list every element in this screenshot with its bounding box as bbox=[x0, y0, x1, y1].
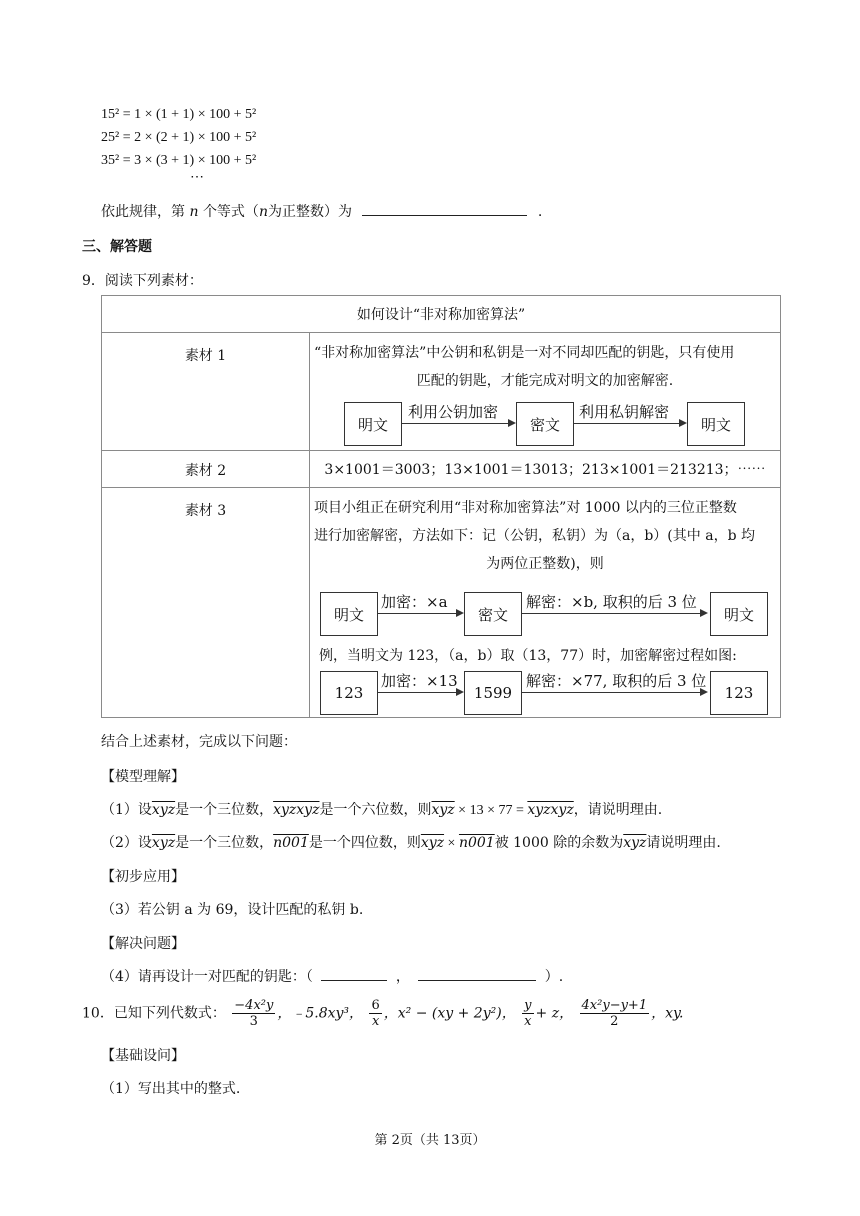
flow3-arrow-decrypt bbox=[521, 692, 706, 693]
material-1-text-1: “非对称加密算法”中公钥和私钥是一对不同却匹配的钥匙，只有使用 bbox=[314, 345, 735, 361]
flow2-plaintext-box: 明文 bbox=[320, 592, 378, 636]
q9-after-table: 结合上述素材，完成以下问题： bbox=[101, 734, 297, 750]
flow3-input-box: 123 bbox=[320, 671, 378, 715]
model-heading: 【模型理解】 bbox=[101, 769, 185, 785]
pattern-eq-1: 15² = 1 × (1 + 1) × 100 + 5² bbox=[101, 107, 257, 122]
flow1-ciphertext-box: 密文 bbox=[516, 402, 574, 446]
q10-number: 10． bbox=[82, 1005, 114, 1022]
private-key-blank-a[interactable] bbox=[321, 966, 387, 981]
flow2-arrow-encrypt bbox=[377, 613, 462, 614]
q9-intro: 9．阅读下列素材： bbox=[82, 273, 203, 289]
private-key-blank-b[interactable] bbox=[418, 966, 536, 981]
material-1-text-2: 匹配的钥匙，才能完成对明文的加密解密. bbox=[416, 373, 674, 389]
table-title: 如何设计“非对称加密算法” bbox=[102, 296, 781, 333]
material-1-label: 素材 1 bbox=[102, 333, 310, 451]
q10-expressions: 10．已知下列代数式： $\frac{\text{−4x²y}}{3}$ ，﹣5.8xy³， $\frac{6}{x}$ ，x² − (xy + 2y²)， $\frac{y}{x}$ + z， $\frac{\text{4x²y−y+1}}{2}$ ，xy. bbox=[82, 998, 684, 1029]
q10-part-1: （1）写出其中的整式. bbox=[101, 1081, 241, 1097]
material-2-text: 3×1001＝3003；13×1001＝13013；213×1001＝213213；⋯⋯ bbox=[310, 451, 781, 488]
pattern-ellipsis: ⋯ bbox=[190, 170, 204, 185]
q9-part-3: （3）若公钥 a 为 69，设计匹配的私钥 b. bbox=[101, 902, 364, 918]
flow2-plaintext-box-2: 明文 bbox=[710, 592, 768, 636]
pattern-eq-3: 35² = 3 × (3 + 1) × 100 + 5² bbox=[101, 153, 257, 168]
material-3-text-3: 为两位正整数)，则 bbox=[486, 556, 604, 572]
material-2-label: 素材 2 bbox=[102, 451, 310, 488]
answer-blank[interactable] bbox=[362, 201, 527, 216]
material-3-text-1: 项目小组正在研究利用“非对称加密算法”对 1000 以内的三位正整数 bbox=[314, 500, 737, 516]
flow3-arrow-encrypt-label: 加密：×13 bbox=[381, 672, 458, 690]
flow3-arrow-encrypt bbox=[377, 692, 462, 693]
expr-fraction-1: $\frac{\text{−4x²y}}{3}$ bbox=[234, 998, 274, 1029]
expr-fraction-4: $\frac{\text{4x²y−y+1}}{2}$ bbox=[581, 998, 648, 1029]
q9-part-1: （1）设$\overline{xyz}$是一个三位数，xyzxyz是一个六位数，则$\overline{xyz} \times 13 \times 77$ = xyzxyz，请说明理由. bbox=[101, 802, 663, 818]
flow1-arrow-encrypt-label: 利用公钥加密 bbox=[408, 403, 499, 421]
solve-heading: 【解决问题】 bbox=[101, 936, 185, 952]
expr-fraction-3: $\frac{y}{x}$ bbox=[524, 998, 532, 1029]
pattern-prompt: 依此规律，第 n 个等式（n为正整数）为 . bbox=[101, 201, 542, 221]
q9-part-2: （2）设$\overline{xyz}$是一个三位数，n001是一个四位数，则$\overline{xyz} \times n001$被 1000 除的余数为$\overline{xyz}$请说明理由. bbox=[101, 835, 721, 851]
material-3-label: 素材 3 bbox=[102, 488, 310, 718]
flow1-plaintext-box-2: 明文 bbox=[687, 402, 745, 446]
material-3-text-2: 进行加密解密，方法如下：记（公钥，私钥）为（a，b）(其中 a，b 均 bbox=[314, 528, 755, 544]
flow1-plaintext-box: 明文 bbox=[344, 402, 402, 446]
page-footer: 第 2页（共 13页） bbox=[374, 1133, 486, 1148]
flow2-arrow-decrypt-label: 解密：×b, 取积的后 3 位 bbox=[526, 593, 697, 611]
apply-heading: 【初步应用】 bbox=[101, 869, 185, 885]
flow3-arrow-decrypt-label: 解密：×77, 取积的后 3 位 bbox=[526, 672, 707, 690]
q9-part-4: （4）请再设计一对匹配的钥匙：（ ， ）. bbox=[101, 966, 563, 986]
flow2-ciphertext-box: 密文 bbox=[464, 592, 522, 636]
flow3-output-box: 123 bbox=[710, 671, 768, 715]
flow3-cipher-box: 1599 bbox=[464, 671, 522, 715]
flow2-arrow-encrypt-label: 加密：×a bbox=[381, 593, 448, 611]
flow1-arrow-encrypt bbox=[401, 423, 514, 424]
flow2-arrow-decrypt bbox=[521, 613, 706, 614]
pattern-eq-2: 25² = 2 × (2 + 1) × 100 + 5² bbox=[101, 130, 257, 145]
flow1-arrow-decrypt bbox=[573, 423, 685, 424]
section-3-heading: 三、解答题 bbox=[82, 239, 152, 255]
flow1-arrow-decrypt-label: 利用私钥解密 bbox=[579, 403, 670, 421]
expr-fraction-2: $\frac{6}{x}$ bbox=[371, 998, 380, 1029]
material-3-example: 例，当明文为 123，（a，b）取（13，77）时，加密解密过程如图: bbox=[319, 648, 737, 664]
basic-heading: 【基础设问】 bbox=[101, 1048, 185, 1064]
